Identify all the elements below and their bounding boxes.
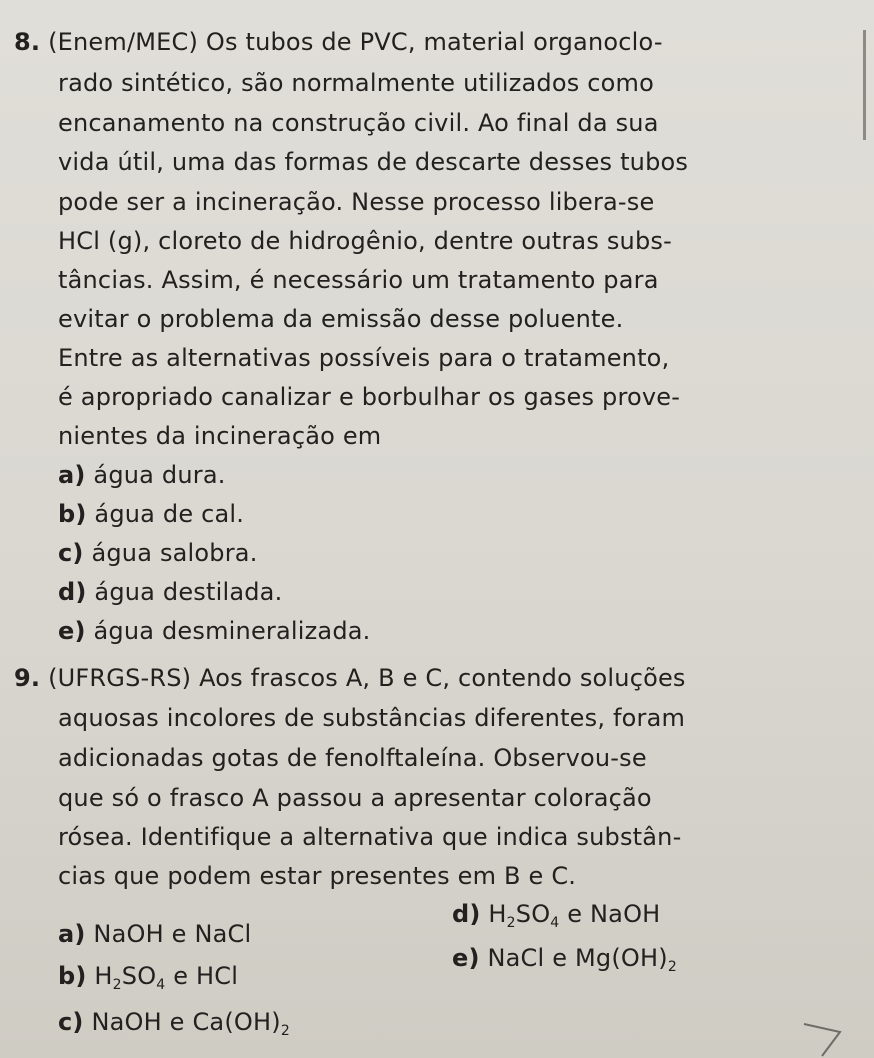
q8-line-11: nientes da incineração em (58, 422, 382, 450)
q8-line-1: 8. (Enem/MEC) Os tubos de PVC, material organoclo- (14, 28, 663, 56)
q8-line-3: encanamento na construção civil. Ao final da sua (58, 109, 659, 137)
q8-line-2: rado sintético, são normalmente utilizados como (58, 69, 654, 97)
q8-line-8: evitar o problema da emissão desse poluente. (58, 305, 624, 333)
q8-line-6: HCl (g), cloreto de hidrogênio, dentre outras subs- (58, 227, 672, 255)
q8-line-9: Entre as alternativas possíveis para o tratamento, (58, 344, 670, 372)
q8-number: 8. (14, 28, 41, 56)
q8-option-b: b) água de cal. (58, 500, 245, 528)
q9-line-2: aquosas incolores de substâncias diferentes, foram (58, 704, 686, 732)
q8-option-e: e) água desmineralizada. (58, 617, 371, 645)
q9-option-a: a) NaOH e NaCl (58, 920, 252, 948)
q9-option-c: c) NaOH e $Ca(OH)_2$ (58, 1008, 290, 1039)
q9-line-6: cias que podem estar presentes em B e C. (58, 862, 577, 890)
q9-option-d: d) $H_2SO_4$ e NaOH (452, 900, 661, 931)
pencil-mark-icon (800, 1012, 860, 1058)
q9-line-1: 9. (UFRGS-RS) Aos frascos A, B e C, contendo soluções (14, 664, 686, 692)
q9-line-3: adicionadas gotas de fenolftaleína. Observou-se (58, 744, 647, 772)
q9-number: 9. (14, 664, 41, 692)
q8-line-7: tâncias. Assim, é necessário um tratamento para (58, 266, 659, 294)
q8-line-5: pode ser a incineração. Nesse processo libera-se (58, 188, 655, 216)
q8-option-d: d) água destilada. (58, 578, 283, 606)
q9-option-e: e) NaCl e $Mg(OH)_2$ (452, 944, 677, 975)
q9-option-b: b) $H_2SO_4$ e HCl (58, 962, 239, 993)
q8-line-10: é apropriado canalizar e borbulhar os gases prove- (58, 383, 681, 411)
q9-line-4: que só o frasco A passou a apresentar coloração (58, 784, 652, 812)
q8-option-a: a) água dura. (58, 461, 226, 489)
q8-line-4: vida útil, uma das formas de descarte desses tubos (58, 148, 689, 176)
q9-line-5: rósea. Identifique a alternativa que indica substân- (58, 823, 682, 851)
q8-option-c: c) água salobra. (58, 539, 258, 567)
page-edge (863, 30, 866, 140)
